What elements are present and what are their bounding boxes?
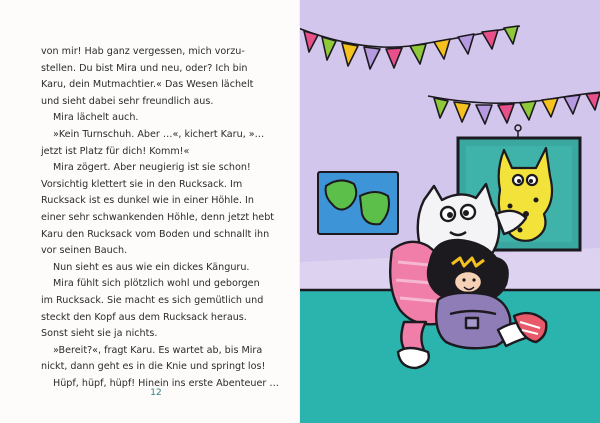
text-line: stellen. Du bist Mira und neu, oder? Ich bin [41, 62, 248, 74]
text-line: nickt, dann geht es in die Knie und springt los! [41, 361, 266, 373]
text-line: einer sehr schwankenden Höhle, denn jetzt hebt [41, 211, 275, 223]
text-line: Vorsichtig klettert sie in den Rucksack. Im [41, 178, 243, 190]
text-line: Karu den Rucksack vom Boden und schnallt ihn [41, 228, 270, 240]
text-line: Sonst sieht sie ja nichts. [41, 328, 158, 340]
story-text [41, 44, 279, 392]
text-line: Rucksack ist es dunkel wie in einer Höhle. In [41, 195, 254, 207]
illustration-scene [300, 0, 600, 423]
text-line: »Kein Turnschuh. Aber …«, kichert Karu, »… [53, 128, 265, 140]
right-page-illustration [300, 0, 600, 423]
text-line: im Rucksack. Sie macht es sich gemütlich und [41, 294, 264, 306]
text-line: steckt den Kopf aus dem Rucksack heraus. [41, 311, 247, 323]
text-line: jetzt ist Platz für dich! Komm!« [41, 145, 190, 157]
world-map [318, 172, 398, 234]
text-line: Hüpf, hüpf, hüpf! Hinein ins erste Abenteuer … [53, 377, 279, 389]
text-line: Mira fühlt sich plötzlich wohl und geborgen [53, 278, 260, 290]
text-line: von mir! Hab ganz vergessen, mich vorzu- [41, 46, 245, 57]
text-line: Nun sieht es aus wie ein dickes Känguru. [53, 261, 250, 273]
backpack [436, 293, 510, 348]
text-line: Karu, dein Mutmachtier.« Das Wesen lächelt [41, 79, 254, 91]
text-line: vor seinen Bauch. [41, 245, 128, 257]
text-line: und sieht dabei sehr freundlich aus. [41, 95, 214, 107]
text-line: Mira lächelt auch. [53, 112, 139, 124]
page-number: 12 [150, 388, 162, 398]
text-line: »Bereit?«, fragt Karu. Es wartet ab, bis Mira [53, 344, 263, 356]
text-line: Mira zögert. Aber neugierig ist sie schon! [53, 162, 251, 174]
